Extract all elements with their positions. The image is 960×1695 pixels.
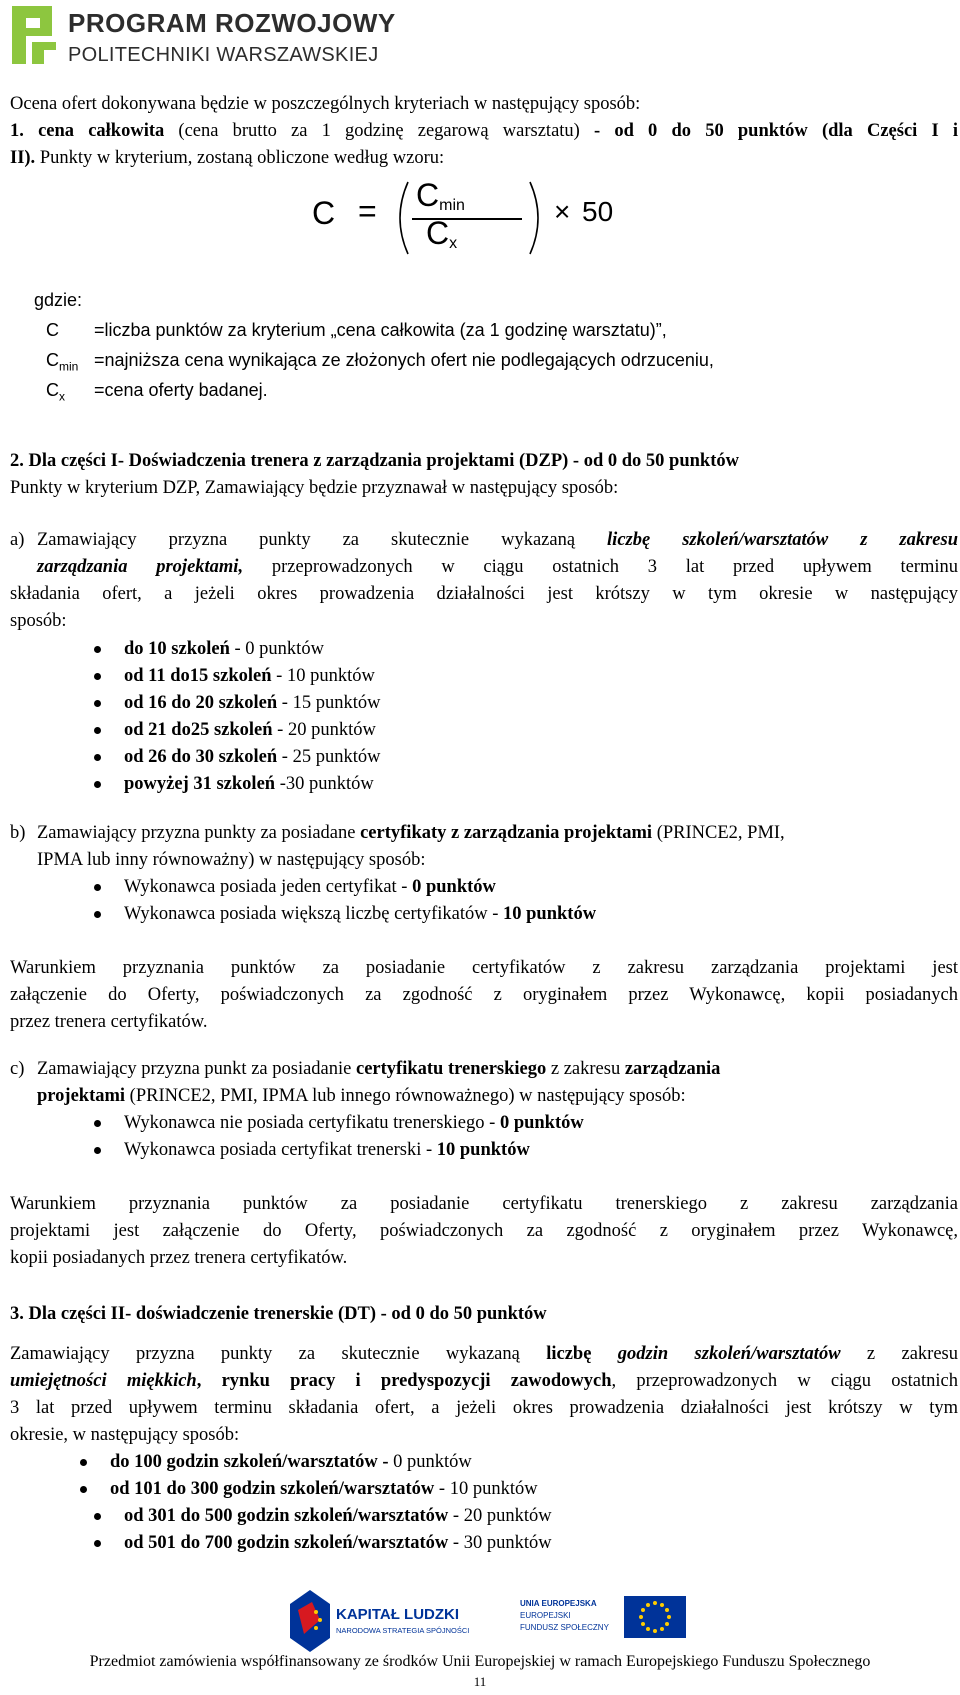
def-symbol — [46, 377, 65, 411]
page-number: 11 — [473, 1674, 487, 1689]
formula-denominator — [426, 215, 458, 253]
list-item — [72, 1449, 538, 1476]
def-symbol-letter: C — [46, 320, 59, 340]
section3-bullets-a — [72, 1449, 538, 1503]
bullet-bold: od 11 do15 szkoleń — [124, 666, 272, 686]
section3-heading: 3. Dla części II- doświadczenie trenerskie (DT) - od 0 do 50 punktów — [10, 1304, 547, 1324]
bullet-bold: 10 punktów — [503, 904, 597, 924]
item-c-bold2: zarządzania — [624, 1059, 721, 1079]
item-a-line4: sposób: — [10, 611, 67, 631]
section3 — [10, 1301, 958, 1553]
item-b-para-line1: Warunkiem przyznania punktów za posiadanie certyfikatów z zakresu zarządzania projektami jest — [10, 958, 958, 978]
item-a-line3: składania ofert, a jeżeli okres prowadzenia działalności jest krótszy w tym okresie w następujący — [10, 584, 958, 604]
item-b-para-line3: przez trenera certyfikatów. — [10, 1012, 208, 1032]
criterion1-formula-intro: Punkty w kryterium, zostaną obliczone według wzoru: — [35, 148, 445, 168]
price-formula — [300, 178, 640, 258]
numerator-subscript: min — [439, 197, 465, 214]
criterion1-line2 — [10, 145, 958, 172]
bullet-bold: do 100 godzin szkoleń/warsztatów - — [110, 1452, 394, 1472]
item-b-para-line2: załączenie do Oferty, poświadczonych za zgodność z oryginałem przez Wykonawcę, kopii posiadanych — [10, 985, 958, 1005]
bullet-bold: od 301 do 500 godzin szkoleń/warsztatów — [124, 1506, 449, 1526]
bullet-rest: -30 punktów — [275, 774, 374, 794]
def-symbol-letter: C — [46, 380, 59, 400]
right-paren-icon — [528, 180, 548, 256]
bullet-bold: od 21 do25 szkoleń — [124, 720, 273, 740]
bullet-text: Wykonawca posiada certyfikat trenerski - — [124, 1140, 437, 1160]
bullet-bold: od 501 do 700 godzin szkoleń/warsztatów — [124, 1533, 449, 1553]
item-c-para-line1: Warunkiem przyznania punktów za posiadanie certyfikatu trenerskiego z zakresu zarządzania — [10, 1194, 958, 1214]
item-c-bold3: projektami — [37, 1086, 126, 1106]
intro-paragraph — [10, 91, 958, 172]
item-c-para-line2: projektami jest załączenie do Oferty, poświadczonych za zgodność z oryginałem przez Wykonawcę, — [10, 1221, 958, 1241]
item-a-bullets — [86, 636, 380, 798]
def-symbol-sub: x — [59, 389, 65, 404]
item-a-emph2: zarządzania projektami, — [37, 557, 244, 577]
item-b-label: b) — [10, 823, 26, 843]
def-symbol-sub: min — [59, 359, 79, 374]
bullet-text: Wykonawca posiada większą liczbę certyfikatów - — [124, 904, 503, 924]
criterion1-number: 1. — [10, 121, 39, 141]
bullet-bold: do 10 szkoleń — [124, 639, 230, 659]
criterion1-title: cena całkowita — [38, 121, 165, 141]
bullet-rest: - 10 punktów — [271, 666, 375, 686]
section2-heading: 2. Dla części I- Doświadczenia trenera z zarządzania projektami (DZP) - od 0 do 50 punktów — [10, 451, 739, 471]
s3-bold1: liczbę — [546, 1344, 592, 1364]
list-item — [86, 771, 380, 798]
list-item — [86, 874, 596, 901]
section3-bullets-b — [86, 1503, 552, 1557]
kapital-ludzki-logo — [290, 1590, 480, 1652]
item-b-t1-end: (PRINCE2, PMI, — [652, 823, 785, 843]
bullet-bold: 0 punktów — [499, 1113, 584, 1133]
item-b-line1 — [37, 820, 958, 847]
list-item — [86, 1110, 584, 1137]
def-text: =liczba punktów za kryterium „cena całkowita (za 1 godzinę warsztatu)”, — [94, 320, 667, 340]
list-item — [86, 717, 380, 744]
bullet-rest: - 10 punktów — [434, 1479, 538, 1499]
bullet-bold: powyżej 31 szkoleń — [124, 774, 276, 794]
item-a-text — [37, 527, 958, 581]
section3-line1 — [10, 1341, 958, 1368]
section2 — [10, 448, 958, 502]
logo-line1: PROGRAM ROZWOJOWY — [68, 8, 396, 38]
denominator-symbol: C — [426, 215, 450, 251]
def-text: =najniższa cena wynikająca ze złożonych ofert nie podlegających odrzuceniu, — [94, 350, 714, 370]
s3-emph2: umiejętności miękkich — [10, 1371, 197, 1391]
eu-efs-logo — [520, 1596, 690, 1646]
bullet-bold: od 16 do 20 szkoleń — [124, 693, 278, 713]
item-b-line2: IPMA lub inny równoważny) w następujący sposób: — [37, 850, 426, 870]
ue-line3: FUNDUSZ SPOŁECZNY — [520, 1623, 609, 1632]
bullet-bold: 0 punktów — [412, 877, 496, 897]
pr-logo-icon — [10, 4, 60, 66]
definitions-label: gdzie: — [34, 290, 83, 310]
intro-line1: Ocena ofert dokonywana będzie w poszczególnych kryteriach w następujący sposób: — [10, 94, 641, 114]
item-b-t1: Zamawiający przyzna punkty za posiadane — [37, 823, 361, 843]
s3-t2-end: , przeprowadzonych w ciągu ostatnich — [611, 1371, 958, 1391]
criterion1-line — [10, 118, 958, 145]
s3-bold2: , rynku pracy i predyspozycji zawodowych — [196, 1371, 612, 1391]
formula-lhs: C — [312, 195, 336, 231]
bullet-rest: - 30 punktów — [448, 1533, 552, 1553]
item-a-t1: Zamawiający przyzna punkty za skutecznie wykazaną — [37, 530, 608, 550]
bullet-rest: - 15 punktów — [277, 693, 381, 713]
def-symbol — [46, 347, 78, 381]
bullet-bold: 10 punktów — [436, 1140, 530, 1160]
item-a-emph1: liczbę szkoleń/warsztatów z zakresu — [607, 530, 958, 550]
formula-times: × — [554, 196, 571, 227]
logo-line2: POLITECHNIKI WARSZAWSKIEJ — [68, 44, 379, 66]
list-item — [86, 690, 380, 717]
formula-equals: = — [358, 193, 377, 229]
list-item — [86, 636, 380, 663]
footer-logos — [290, 1590, 690, 1652]
criterion1-points: - od 0 do 50 punktów (dla Części I i — [594, 121, 958, 141]
formula-numerator — [416, 177, 465, 215]
s3-t1-end: z zakresu — [840, 1344, 958, 1364]
criterion1-parts-end: II). — [10, 148, 36, 168]
item-a-line2 — [37, 554, 958, 581]
def-text: =cena oferty badanej. — [94, 380, 268, 400]
section3-line4: okresie, w następujący sposób: — [10, 1425, 240, 1445]
def-symbol-letter: C — [46, 350, 59, 370]
formula-factor: 50 — [582, 196, 614, 227]
program-rozwojowy-logo — [10, 4, 396, 68]
item-c-line2 — [37, 1083, 958, 1110]
item-c-paragraph — [10, 1191, 958, 1272]
item-b-paragraph — [10, 955, 958, 1036]
item-c-text — [37, 1056, 958, 1110]
criterion1-desc: (cena brutto za 1 godzinę zegarową warsztatu) — [164, 121, 595, 141]
bullet-text: Wykonawca posiada jeden certyfikat - — [124, 877, 413, 897]
list-item — [72, 1476, 538, 1503]
item-a-continued — [10, 581, 958, 635]
bullet-rest: - 25 punktów — [277, 747, 381, 767]
list-item — [86, 663, 380, 690]
section2-subline: Punkty w kryterium DZP, Zamawiający będzie przyznawał w następujący sposób: — [10, 478, 619, 498]
item-a-t2: przeprowadzonych w ciągu ostatnich 3 lat przed upływem terminu — [243, 557, 958, 577]
list-item — [86, 1530, 552, 1557]
item-c-line1 — [37, 1056, 958, 1083]
section3-paragraph — [10, 1341, 958, 1449]
eu-flag-icon — [624, 1596, 686, 1638]
numerator-symbol: C — [416, 177, 440, 213]
section3-line2 — [10, 1368, 958, 1395]
bullet-rest: 0 punktów — [393, 1452, 472, 1472]
kl-subtitle: NARODOWA STRATEGIA SPÓJNOŚCI — [336, 1626, 470, 1635]
item-a-label: a) — [10, 530, 25, 550]
bullet-bold: od 101 do 300 godzin szkoleń/warsztatów — [110, 1479, 435, 1499]
ue-line1: UNIA EUROPEJSKA — [520, 1599, 597, 1608]
item-b-bullets — [86, 874, 596, 928]
bullet-rest: - 20 punktów — [448, 1506, 552, 1526]
def-symbol — [46, 317, 59, 351]
item-c-mid: z zakresu — [546, 1059, 625, 1079]
item-b-bold: certyfikaty z zarządzania projektami — [360, 823, 653, 843]
item-b-text — [37, 820, 958, 874]
section3-line3: 3 lat przed upływem terminu składania ofert, a jeżeli okres prowadzenia działalności jest krótszy w tym — [10, 1398, 958, 1418]
bullet-rest: - 0 punktów — [229, 639, 324, 659]
list-item — [86, 1503, 552, 1530]
list-item — [86, 901, 596, 928]
item-c-t1: Zamawiający przyzna punkt za posiadanie — [37, 1059, 356, 1079]
ue-line2: EUROPEJSKI — [520, 1611, 571, 1620]
kl-title: KAPITAŁ LUDZKI — [336, 1606, 460, 1623]
item-c-label: c) — [10, 1059, 25, 1079]
bullet-rest: - 20 punktów — [272, 720, 376, 740]
s3-emph1: godzin szkoleń/warsztatów — [591, 1344, 841, 1364]
footer-cofinancing-text: Przedmiot zamówienia współfinansowany ze środków Unii Europejskiej w ramach Europejskiego Funduszu Społecznego — [89, 1653, 871, 1670]
kapital-ludzki-icon — [290, 1590, 330, 1652]
s3-t1: Zamawiający przyzna punkty za skutecznie wykazaną — [10, 1344, 547, 1364]
list-item — [86, 1137, 584, 1164]
list-item — [86, 744, 380, 771]
item-c-t2: (PRINCE2, PMI, IPMA lub innego równoważnego) w następujący sposób: — [125, 1086, 686, 1106]
left-paren-icon — [390, 180, 410, 256]
denominator-subscript: x — [449, 235, 458, 252]
item-c-bullets — [86, 1110, 584, 1164]
item-c-para-line3: kopii posiadanych przez trenera certyfikatów. — [10, 1248, 348, 1268]
item-a-line1 — [37, 527, 958, 554]
bullet-text: Wykonawca nie posiada certyfikatu trenerskiego - — [124, 1113, 500, 1133]
bullet-bold: od 26 do 30 szkoleń — [124, 747, 278, 767]
item-c-bold1: certyfikatu trenerskiego — [355, 1059, 547, 1079]
